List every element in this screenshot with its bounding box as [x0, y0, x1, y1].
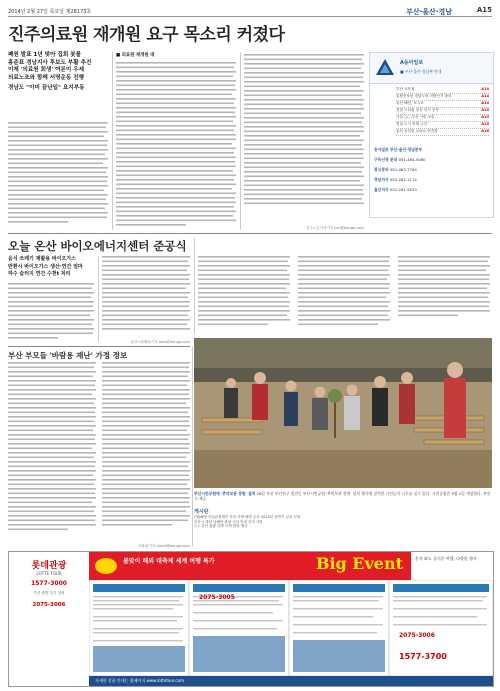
mid-subhead: 음식 쓰레기 재활용 바이오가스	[8, 256, 77, 262]
page-number: A15	[476, 6, 492, 14]
index-item[interactable]: 울산 공업탑 교차로 안전화 A16	[396, 129, 489, 136]
contact-row: 울산지사 052-261-5533	[374, 187, 417, 192]
ad-phone: 2075-3006	[32, 602, 66, 608]
ad-badge-icon	[95, 558, 117, 574]
lead-body-col1	[8, 122, 108, 230]
mid-headline: 오늘 온산 바이오에너지센터 준공식	[8, 239, 187, 253]
lead-subhead: 경남도 "이미 끝난일" 요지부동	[8, 85, 85, 91]
index-item[interactable]: 경남 도시 축제 주간 A15	[396, 122, 489, 129]
sidebar-masthead	[370, 53, 493, 84]
column-divider	[194, 238, 195, 334]
sidebar-title: A동아일보	[400, 60, 424, 66]
column-divider	[192, 346, 193, 546]
mid-subhead: 하수 슬러지 연간 수천t 처리	[8, 271, 71, 277]
lead-body-col3	[244, 52, 364, 231]
body-text-lines	[198, 256, 492, 332]
ad-brand-en: LOTTE TOUR	[36, 571, 62, 576]
bottom-byline: 조용휘기자 silent@donga.com	[138, 544, 190, 548]
contact-row: 광고문의 051-463-7784	[374, 167, 417, 172]
ad-note-text: 혼자 와도 즐거운 여행, 다양한 행사	[415, 556, 477, 561]
page-header	[8, 6, 492, 17]
body-text-lines	[8, 122, 108, 230]
ad-brand-name: 롯데관광	[31, 561, 67, 571]
ad-phone-center: 2075-3005	[199, 594, 235, 601]
notice-line: ○○ 부산 관광 특별 시책 발표 행사	[194, 524, 248, 529]
section-divider	[8, 346, 190, 347]
caption-text: 26일 부산 부산진구 범전동 부산시민공원 '추억보관 정원' 설치 행사에 참석한 시민들이 나무를 심고 있다. 시민공원은 5월 1일 개장한다.	[256, 491, 482, 496]
mid-body-col1	[8, 283, 94, 347]
ad-sub: 부산 출발 특가 상품	[33, 591, 65, 595]
body-text-lines	[116, 60, 236, 230]
mid-subhead: 반환시 바이오가스 생산·연간 얼마	[8, 263, 83, 270]
column-divider	[240, 52, 241, 230]
index-item[interactable]: 경남 도의원 울산 선거 공약 A15	[396, 108, 489, 115]
lead-subhead: 홍준표 경남지사 후보도 부활 추진	[8, 59, 92, 66]
bottom-headline: 부산 부모들 '바람용 재난' 가정 정보	[8, 351, 128, 360]
ad-phone-right2: 1577-3700	[399, 652, 447, 661]
caption-title: 부산시민공원에 '추억보관 정원' 설치	[194, 491, 256, 496]
ad-brand-panel	[9, 552, 90, 686]
index-item[interactable]: 가을 ○○ 부산 시민 모임 A15	[396, 115, 489, 122]
ad-event-title: Big Event	[315, 554, 403, 573]
news-photo	[194, 338, 492, 488]
lead-subhead: 폐원 발표 1년 맞아 집회 봇물	[8, 52, 82, 58]
notice-board	[194, 508, 492, 529]
index-item[interactable]: 부산 교육청 A14	[396, 87, 489, 94]
lotte-tour-ad	[8, 551, 494, 687]
index-item[interactable]: 통합진보당 경남도당 지방선거 출마 A14	[396, 94, 489, 101]
caption-byline: 부산시 제공	[194, 491, 491, 501]
ad-phone: 1577-3000	[31, 580, 67, 587]
column-divider	[98, 256, 99, 342]
contact-row: 경남지사 055-282-1114	[374, 177, 417, 182]
lead-subheads	[8, 52, 108, 93]
ad-promo: 봄맞이 해외 대축제 세계 여행 특가	[123, 558, 215, 565]
date-line: 2014년 2월 27일 목요일 제28173호	[8, 9, 92, 15]
lead-headline: 진주의료원 재개원 요구 목소리 커졌다	[8, 25, 285, 45]
mid-subheads	[8, 256, 98, 279]
mid-byline: 울산=정재락기자 raks@donga.com	[130, 340, 190, 344]
body-text-lines	[8, 362, 190, 540]
lead-col2-head: ■ 의료원 재개원 대	[116, 53, 155, 58]
notice-line: 부산시 경남 남해안 관광 시설 안내 공지 사항	[194, 519, 263, 524]
ad-banner	[89, 552, 411, 580]
section-divider	[8, 233, 492, 234]
lead-subhead: 의료노조와 함께 서명운동 진행	[8, 74, 85, 81]
ad-footer-strip: 자세한 상품 안내는 홈페이지 www.lottetour.com	[89, 676, 494, 686]
body-text-lines	[244, 52, 364, 222]
index-item[interactable]: 울산 해안, 포스코 A14	[396, 101, 489, 108]
mid-body-col3	[198, 256, 492, 336]
ad-note	[411, 552, 493, 580]
sidebar-index	[369, 52, 494, 218]
notice-line: (재)해양 산업관광재단 부산 지방 해양 수산 2014년 상반기 교육 신청	[194, 515, 301, 519]
lead-body-col2	[116, 52, 236, 234]
donga-logo-icon	[375, 57, 395, 77]
tree-planting-photo	[194, 338, 492, 488]
mid-body-col2	[102, 256, 190, 345]
sidebar-issue: ■ 부산·울산·경남판 안내	[400, 69, 442, 74]
lead-subhead: 이제 '의료원 회생' 여론이 우세	[8, 67, 85, 73]
contact-title: 동아일보 부산·울산·경남본부	[374, 147, 423, 152]
body-text-lines	[8, 283, 94, 343]
offer-tiles	[89, 580, 493, 676]
ad-offer-grid	[89, 580, 493, 676]
photo-caption	[194, 492, 492, 502]
lead-byline: 진주=김석찬기자 ksc@donga.com	[305, 226, 364, 230]
notice-title: 게시판	[194, 509, 209, 515]
bottom-body	[8, 362, 190, 549]
body-text-lines	[102, 256, 190, 336]
section-label: 부산·울산·경남	[406, 8, 452, 16]
column-divider	[112, 52, 113, 230]
ad-phone-right: 2075-3006	[399, 632, 435, 639]
contact-row: 구독신청 문의 051-464-5080	[374, 157, 426, 162]
